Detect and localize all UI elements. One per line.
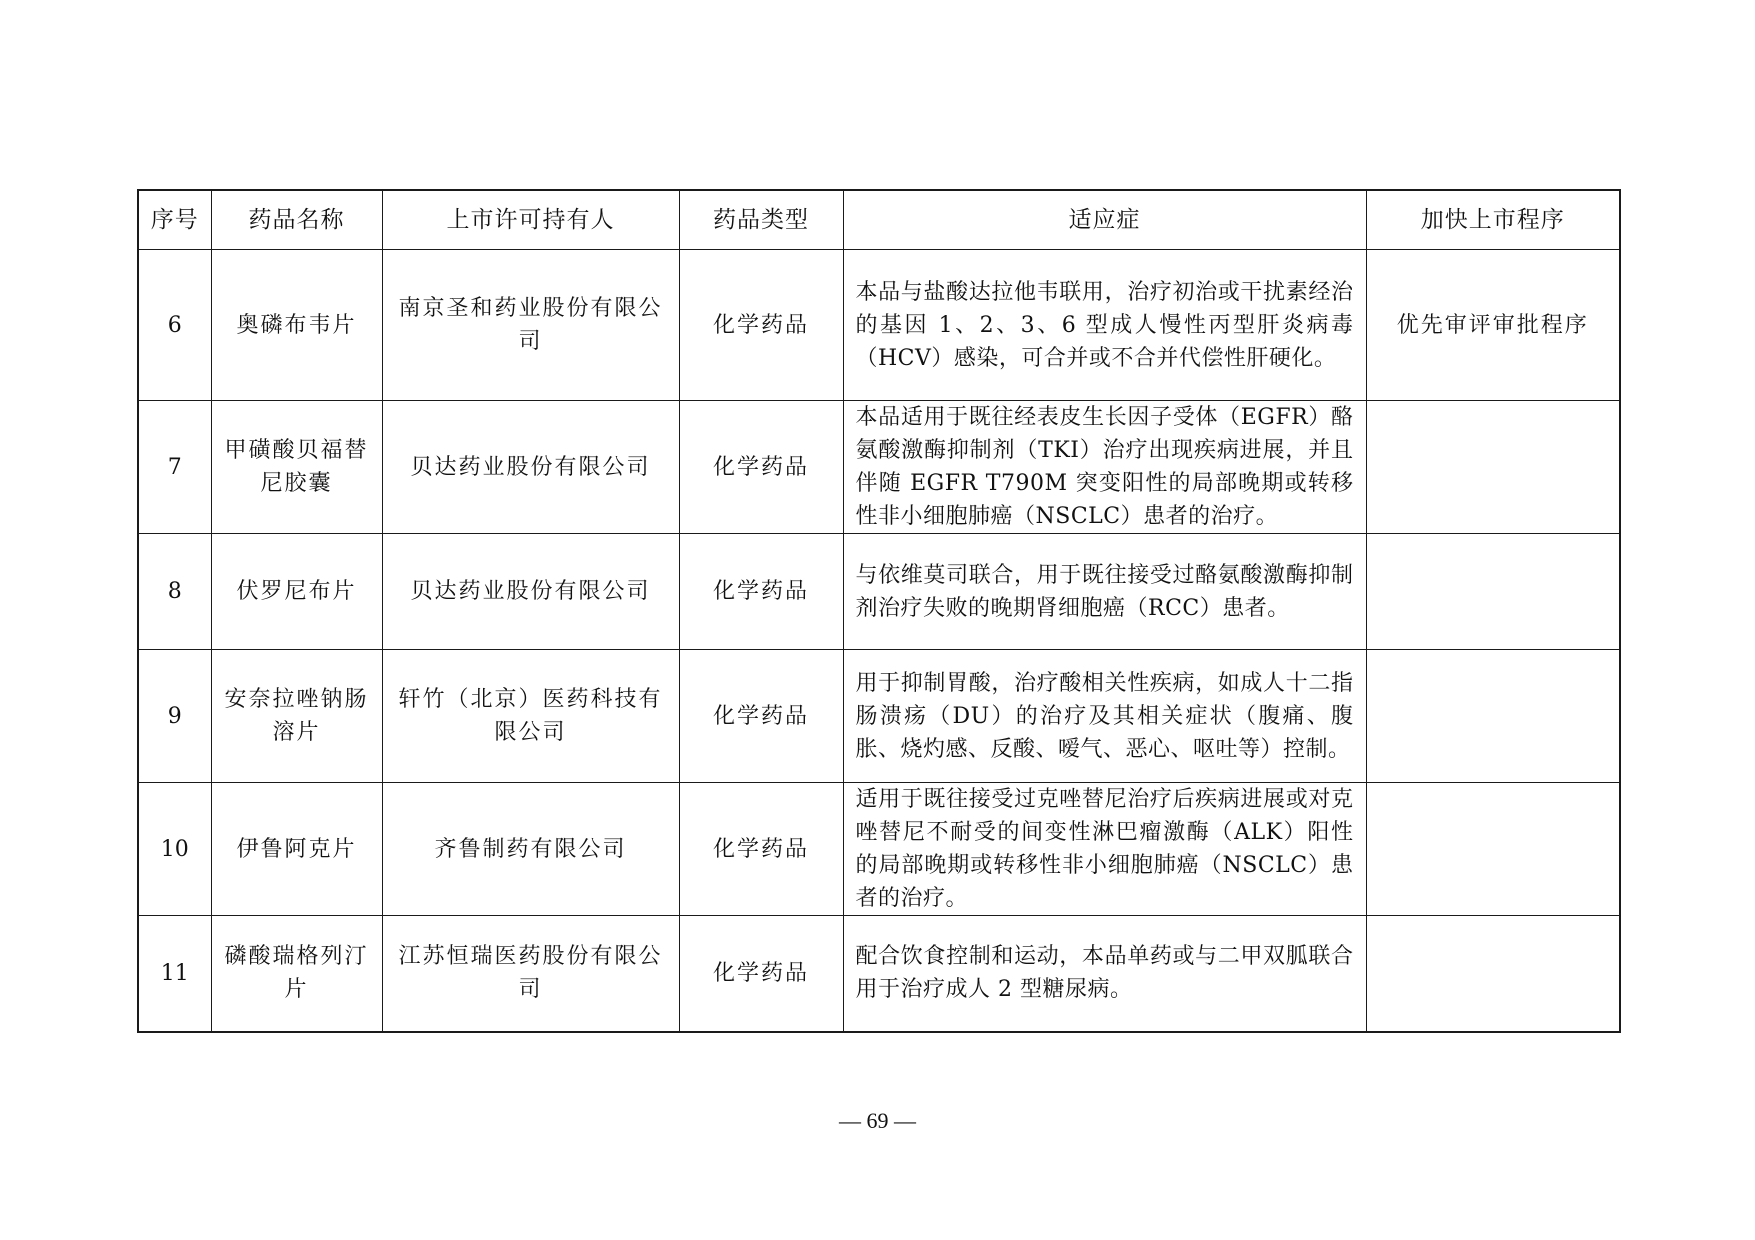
cell-accelerated-procedure (1366, 650, 1620, 783)
cell-license-holder: 贝达药业股份有限公司 (382, 534, 679, 650)
cell-drug-type: 化学药品 (679, 534, 843, 650)
cell-license-holder: 贝达药业股份有限公司 (382, 401, 679, 534)
header-license-holder: 上市许可持有人 (382, 190, 679, 250)
approved-drugs-table (137, 189, 1621, 1033)
cell-license-holder: 江苏恒瑞医药股份有限公司 (382, 916, 679, 1032)
header-index: 序号 (138, 190, 211, 250)
cell-index: 6 (138, 250, 211, 401)
cell-index: 10 (138, 783, 211, 916)
cell-indication: 与依维莫司联合，用于既往接受过酪氨酸激酶抑制剂治疗失败的晚期肾细胞癌（RCC）患者。 (843, 534, 1366, 650)
cell-indication: 本品适用于既往经表皮生长因子受体（EGFR）酪氨酸激酶抑制剂（TKI）治疗出现疾病进展，并且伴随 EGFR T790M 突变阳性的局部晚期或转移性非小细胞肺癌（NSCLC）患者的治疗。 (843, 401, 1366, 534)
header-drug-name: 药品名称 (211, 190, 382, 250)
cell-drug-type: 化学药品 (679, 783, 843, 916)
cell-drug-name: 磷酸瑞格列汀片 (211, 916, 382, 1032)
table-row (138, 916, 1620, 1032)
cell-accelerated-procedure (1366, 783, 1620, 916)
cell-drug-type: 化学药品 (679, 250, 843, 401)
cell-drug-name: 奥磷布韦片 (211, 250, 382, 401)
cell-accelerated-procedure (1366, 534, 1620, 650)
cell-drug-type: 化学药品 (679, 401, 843, 534)
cell-drug-name: 伊鲁阿克片 (211, 783, 382, 916)
header-drug-type: 药品类型 (679, 190, 843, 250)
cell-drug-type: 化学药品 (679, 916, 843, 1032)
table-row (138, 650, 1620, 783)
table-row (138, 534, 1620, 650)
table-row (138, 250, 1620, 401)
cell-indication: 用于抑制胃酸，治疗酸相关性疾病，如成人十二指肠溃疡（DU）的治疗及其相关症状（腹痛、腹胀、烧灼感、反酸、嗳气、恶心、呕吐等）控制。 (843, 650, 1366, 783)
cell-license-holder: 齐鲁制药有限公司 (382, 783, 679, 916)
cell-license-holder: 南京圣和药业股份有限公司 (382, 250, 679, 401)
cell-drug-type: 化学药品 (679, 650, 843, 783)
cell-accelerated-procedure (1366, 916, 1620, 1032)
cell-accelerated-procedure: 优先审评审批程序 (1366, 250, 1620, 401)
table-row (138, 401, 1620, 534)
header-accelerated-procedure: 加快上市程序 (1366, 190, 1620, 250)
cell-index: 9 (138, 650, 211, 783)
header-indication: 适应症 (843, 190, 1366, 250)
cell-license-holder: 轩竹（北京）医药科技有限公司 (382, 650, 679, 783)
cell-accelerated-procedure (1366, 401, 1620, 534)
cell-index: 8 (138, 534, 211, 650)
table-header-row (138, 190, 1620, 250)
cell-indication: 适用于既往接受过克唑替尼治疗后疾病进展或对克唑替尼不耐受的间变性淋巴瘤激酶（ALK）阳性的局部晚期或转移性非小细胞肺癌（NSCLC）患者的治疗。 (843, 783, 1366, 916)
table-row (138, 783, 1620, 916)
cell-index: 11 (138, 916, 211, 1032)
cell-index: 7 (138, 401, 211, 534)
cell-indication: 配合饮食控制和运动，本品单药或与二甲双胍联合用于治疗成人 2 型糖尿病。 (843, 916, 1366, 1032)
cell-drug-name: 伏罗尼布片 (211, 534, 382, 650)
page-number: — 69 — (839, 1108, 916, 1133)
cell-indication: 本品与盐酸达拉他韦联用，治疗初治或干扰素经治的基因 1、2、3、6 型成人慢性丙型肝炎病毒（HCV）感染，可合并或不合并代偿性肝硬化。 (843, 250, 1366, 401)
cell-drug-name: 安奈拉唑钠肠溶片 (211, 650, 382, 783)
cell-drug-name: 甲磺酸贝福替尼胶囊 (211, 401, 382, 534)
